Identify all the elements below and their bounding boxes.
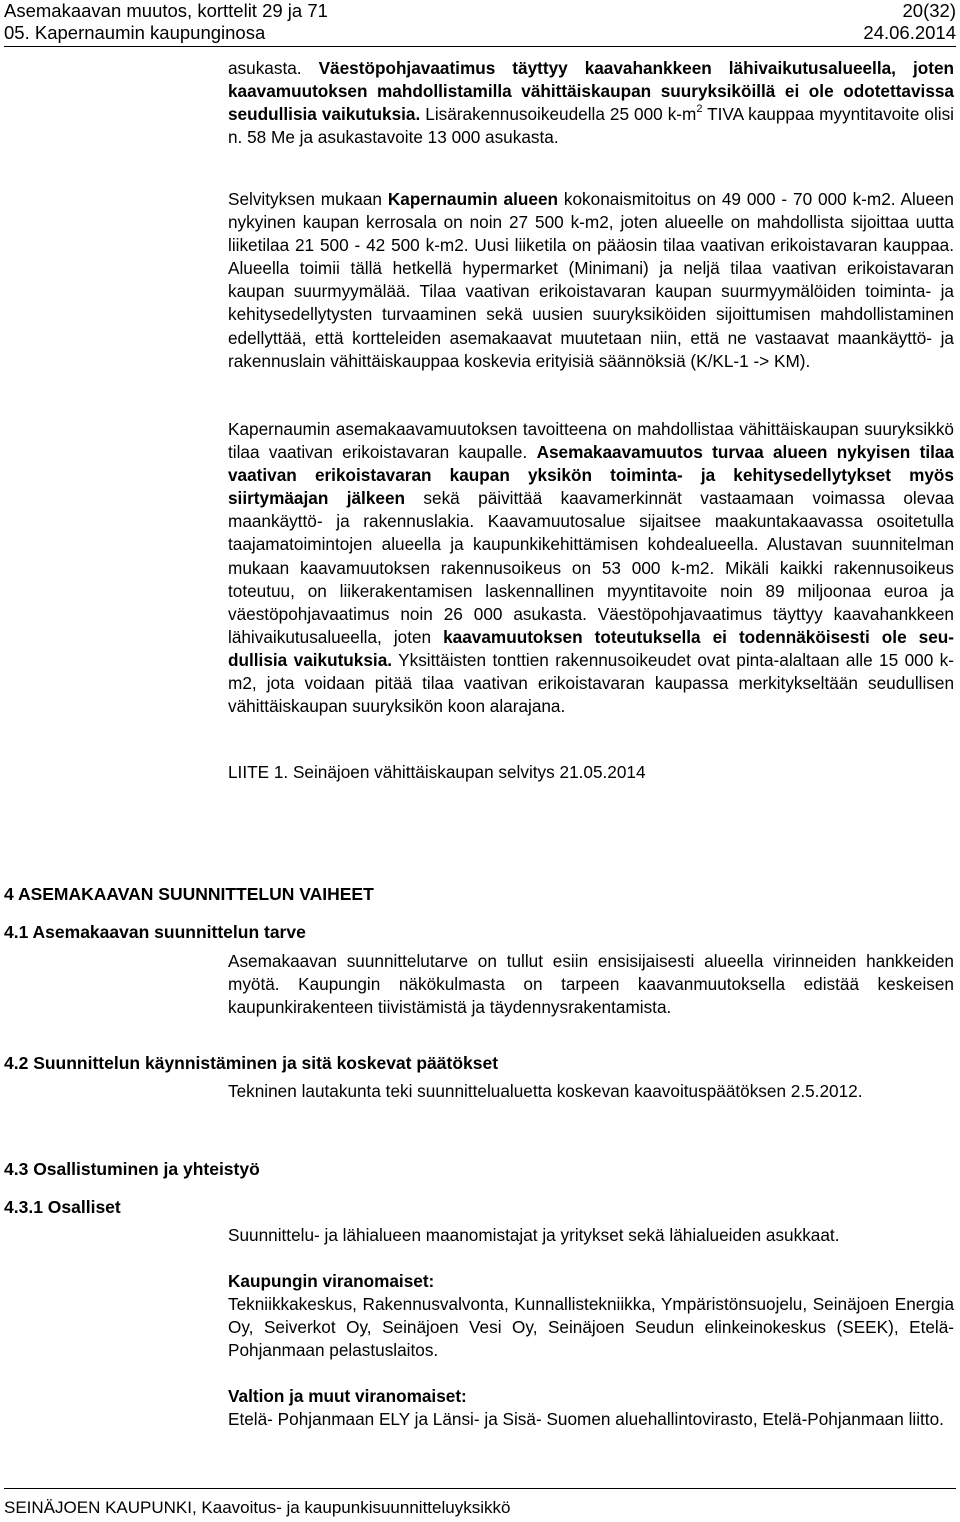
document-title: Asemakaavan muutos, korttelit 29 ja 71: [4, 0, 328, 21]
document-date: 24.06.2014: [863, 22, 956, 43]
footer-text: SEINÄJOEN KAUPUNKI, Kaavoitus- ja kaupunkisuunnitteluyksikkö: [4, 1498, 511, 1517]
header-row-1: [4, 0, 956, 21]
section-4-1-heading: 4.1 Asemakaavan suunnittelun tarve: [4, 922, 306, 942]
section-4-3-heading: 4.3 Osallistuminen ja yhteistyö: [4, 1159, 260, 1179]
paragraph-1: asukasta. Väestöpohjavaatimus täyttyy kaavahankkeen lähivaikutusalueella, joten kaavamuutoksen mahdollistamilla vähittäiskaupan suuryksiköillä ei ole odotettavissa seudullisia vaikutuksia. Lisärakennusoikeudella 25 000 $k-m^2$ TIVA kauppaa myyntitavoite olisi n. 58 Me ja asukastavoite 13 000 asukasta.: [228, 58, 955, 148]
state-authorities: [228, 1385, 954, 1431]
section-4-2-heading: 4.2 Suunnittelun käynnistäminen ja sitä koskevat päätökset: [4, 1053, 499, 1073]
city-authorities: [228, 1270, 954, 1362]
city-authorities-text: Tekniikkakeskus, Rakennusvalvonta, Kunnallistekniikka, Ympäristönsuojelu, Seinäjoen Energia Oy, Seiverkot Oy, Seinäjoen Vesi Oy, Seinäjoen Seudun elinkeinokeskus (SEEK), Etelä-Pohjanmaan pelastuslaitos.: [228, 1294, 954, 1361]
appendix-reference: LIITE 1. Seinäjoen vähittäiskaupan selvitys 21.05.2014: [228, 762, 646, 782]
section-4-heading: 4 ASEMAKAAVAN SUUNNITTELUN VAIHEET: [4, 884, 374, 904]
stakeholders-text: Suunnittelu- ja lähialueen maanomistajat ja yritykset sekä lähialueiden asukkaat.: [228, 1225, 840, 1245]
footer-rule: [4, 1488, 956, 1489]
section-4-3-1-heading: 4.3.1 Osalliset: [4, 1197, 121, 1217]
header-rule: [4, 46, 956, 47]
page-number: 20(32): [902, 0, 956, 21]
city-authorities-label: Kaupungin viranomaiset:: [228, 1271, 435, 1291]
state-authorities-text: Etelä- Pohjanmaan ELY ja Länsi- ja Sisä- Suomen aluehallintovirasto, Etelä-Pohjanmaan liitto.: [228, 1409, 944, 1430]
paragraph-3: Kapernaumin asemakaavamuutoksen tavoitteena on mahdollistaa vähittäiskaupan suuryksikkö tilaa vaativan erikoistavaran kaupalle. Asemakaavamuutos turvaa alueen nykyisen tilaa vaativan erikoistavaran kaupan yksikön toiminta- ja kehitysedellytykset myös siirtymäajan jälkeen sekä päivittää kaavamerkinnät vastaamaan voimassa olevaa maankäyttö- ja rakennuslakia. Kaavamuutosalue sijaitsee maakuntakaavassa osoitetulla taajamatoimintojen alueella ja kaupunkikehittämisen kohdealueella. Alustavan suunnitelman mukaan kaavamuutoksen rakennusoikeus on 53 000 k-m2. Mikäli kaikki rakennusoikeus toteutuu, on liikerakentamisen laskennallinen myyntitavoite noin 89 miljoonaa euroa ja väestöpohjavaatimus noin 26 000 asukasta. Väestöpohjavaatimus täyttyy kaavahankkeen lähivaikutusalueella, joten kaavamuutoksen toteutuksella ei todennäköisesti ole seudullisia vaikutuksia. Yksittäisten tonttien rakennusoikeudet ovat pinta-alaltaan alle 15 000 k-m2, jota voidaan pitää tilaa vaativan erikoistavaran kaupassa merkitykseltään seudullisen vähittäiskaupan suuryksikön koon alarajana.: [228, 419, 954, 717]
section-4-2-text: Tekninen lautakunta teki suunnittelualuetta koskevan kaavoituspäätöksen 2.5.2012.: [228, 1081, 863, 1101]
section-4-1-text: Asemakaavan suunnittelutarve on tullut esiin ensisijaisesti alueella virinneiden hankkeiden myötä. Kaupungin näkökulmasta on tarpeen kaavanmuutoksella edistää keskeisen kaupunkirakenteen tiivistämistä ja täydennysrakentamista.: [228, 951, 954, 1018]
header-row-2: [4, 22, 956, 43]
document-subtitle: 05. Kapernaumin kaupunginosa: [4, 22, 266, 43]
paragraph-2: Selvityksen mukaan Kapernaumin alueen kokonaismitoitus on 49 000 - 70 000 k-m2. Alueen nykyinen kaupan kerrosala on noin 27 500 k-m2, joten alueelle on mahdollista sijoittaa uutta liiketilaa 21 500 - 42 500 k-m2. Uusi liiketila on pääosin tilaa vaativan erikoistavaran kauppaa. Alueella toimii tällä hetkellä hypermarket (Minimani) ja neljä tilaa vaativan erikoistavaran kaupan suurmyymälää. Tilaa vaativan erikoistavaran kaupan suurmyymälöiden toiminta- ja kehitysedellytysten turvaaminen sekä uusien suuryksiköiden sijoittumisen mahdollistaminen edellyttää, että kortteleiden asemakaavat muutetaan niin, että ne vastaavat maankäyttö- ja rakennuslain vähittäiskauppaa koskevia erityisiä säännöksiä (K/KL-1 -> KM).: [228, 189, 954, 371]
state-authorities-label: Valtion ja muut viranomaiset:: [228, 1386, 467, 1406]
